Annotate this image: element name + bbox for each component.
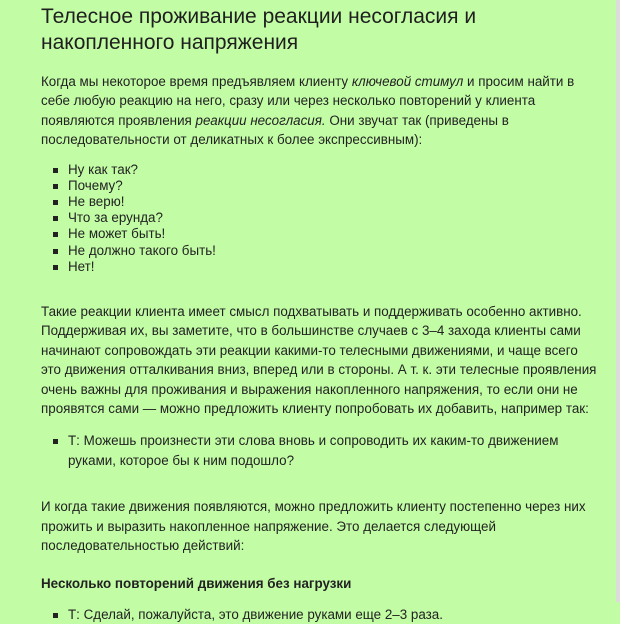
list-item: Почему? <box>41 178 601 194</box>
intro-text-3: Они звучат так (приведены в последовательности от деликатных к более экспрессивным): <box>41 112 509 148</box>
reaction-list <box>41 162 601 275</box>
page-edge-divider <box>616 0 620 602</box>
example-list <box>41 605 601 624</box>
example-list <box>41 431 601 470</box>
article <box>41 4 601 624</box>
list-item: Не может быть! <box>41 226 601 242</box>
list-item: Не верю! <box>41 194 601 210</box>
list-item: Т: Сделай, пожалуйста, это движение руками еще 2–3 раза. <box>41 605 601 624</box>
intro-text-1: Когда мы некоторое время предъявляем клиенту <box>41 74 352 89</box>
body-paragraph: Такие реакции клиента имеет смысл подхватывать и поддерживать особенно активно. Поддерживая их, вы заметите, что в большинстве случаев с 3–4 захода клиенты сами начинают сопровождать эти реакции какими-то телесными движениями, и чаще всего это движения отталкивания вниз, вперед или в стороны. А т. к. эти телесные проявления очень важны для проживания и выражения накопленного напряжения, то если они не проявятся сами — можно предложить клиенту попробовать их добавить, например так: <box>41 304 597 417</box>
intro-text-2: и просим найти в себе любую реакцию на него, сразу или через несколько повторений у клиента появляются проявления <box>41 74 575 128</box>
key-stimulus-term: ключевой стимул <box>351 74 464 89</box>
section-heading: Телесное проживание реакции несогласия и накопленного напряжения <box>41 5 477 54</box>
subheading: Несколько повторений движения без нагрузки <box>41 575 352 591</box>
list-item: Т: Можешь произнести эти слова вновь и сопроводить их каким-то движением руками, которое бы к ним подошло? <box>41 431 601 470</box>
body-paragraph: И когда такие движения появляются, можно предложить клиенту постепенно через них прожить и выразить накопленное напряжение. Это делается следующей последовательностью действий: <box>41 499 586 554</box>
list-item: Не должно такого быть! <box>41 243 601 259</box>
list-item: Что за ерунда? <box>41 210 601 226</box>
intro-paragraph <box>41 72 601 150</box>
disagreement-term: реакции несогласия. <box>195 112 326 128</box>
list-item: Нет! <box>41 259 601 275</box>
list-item: Ну как так? <box>41 162 601 178</box>
